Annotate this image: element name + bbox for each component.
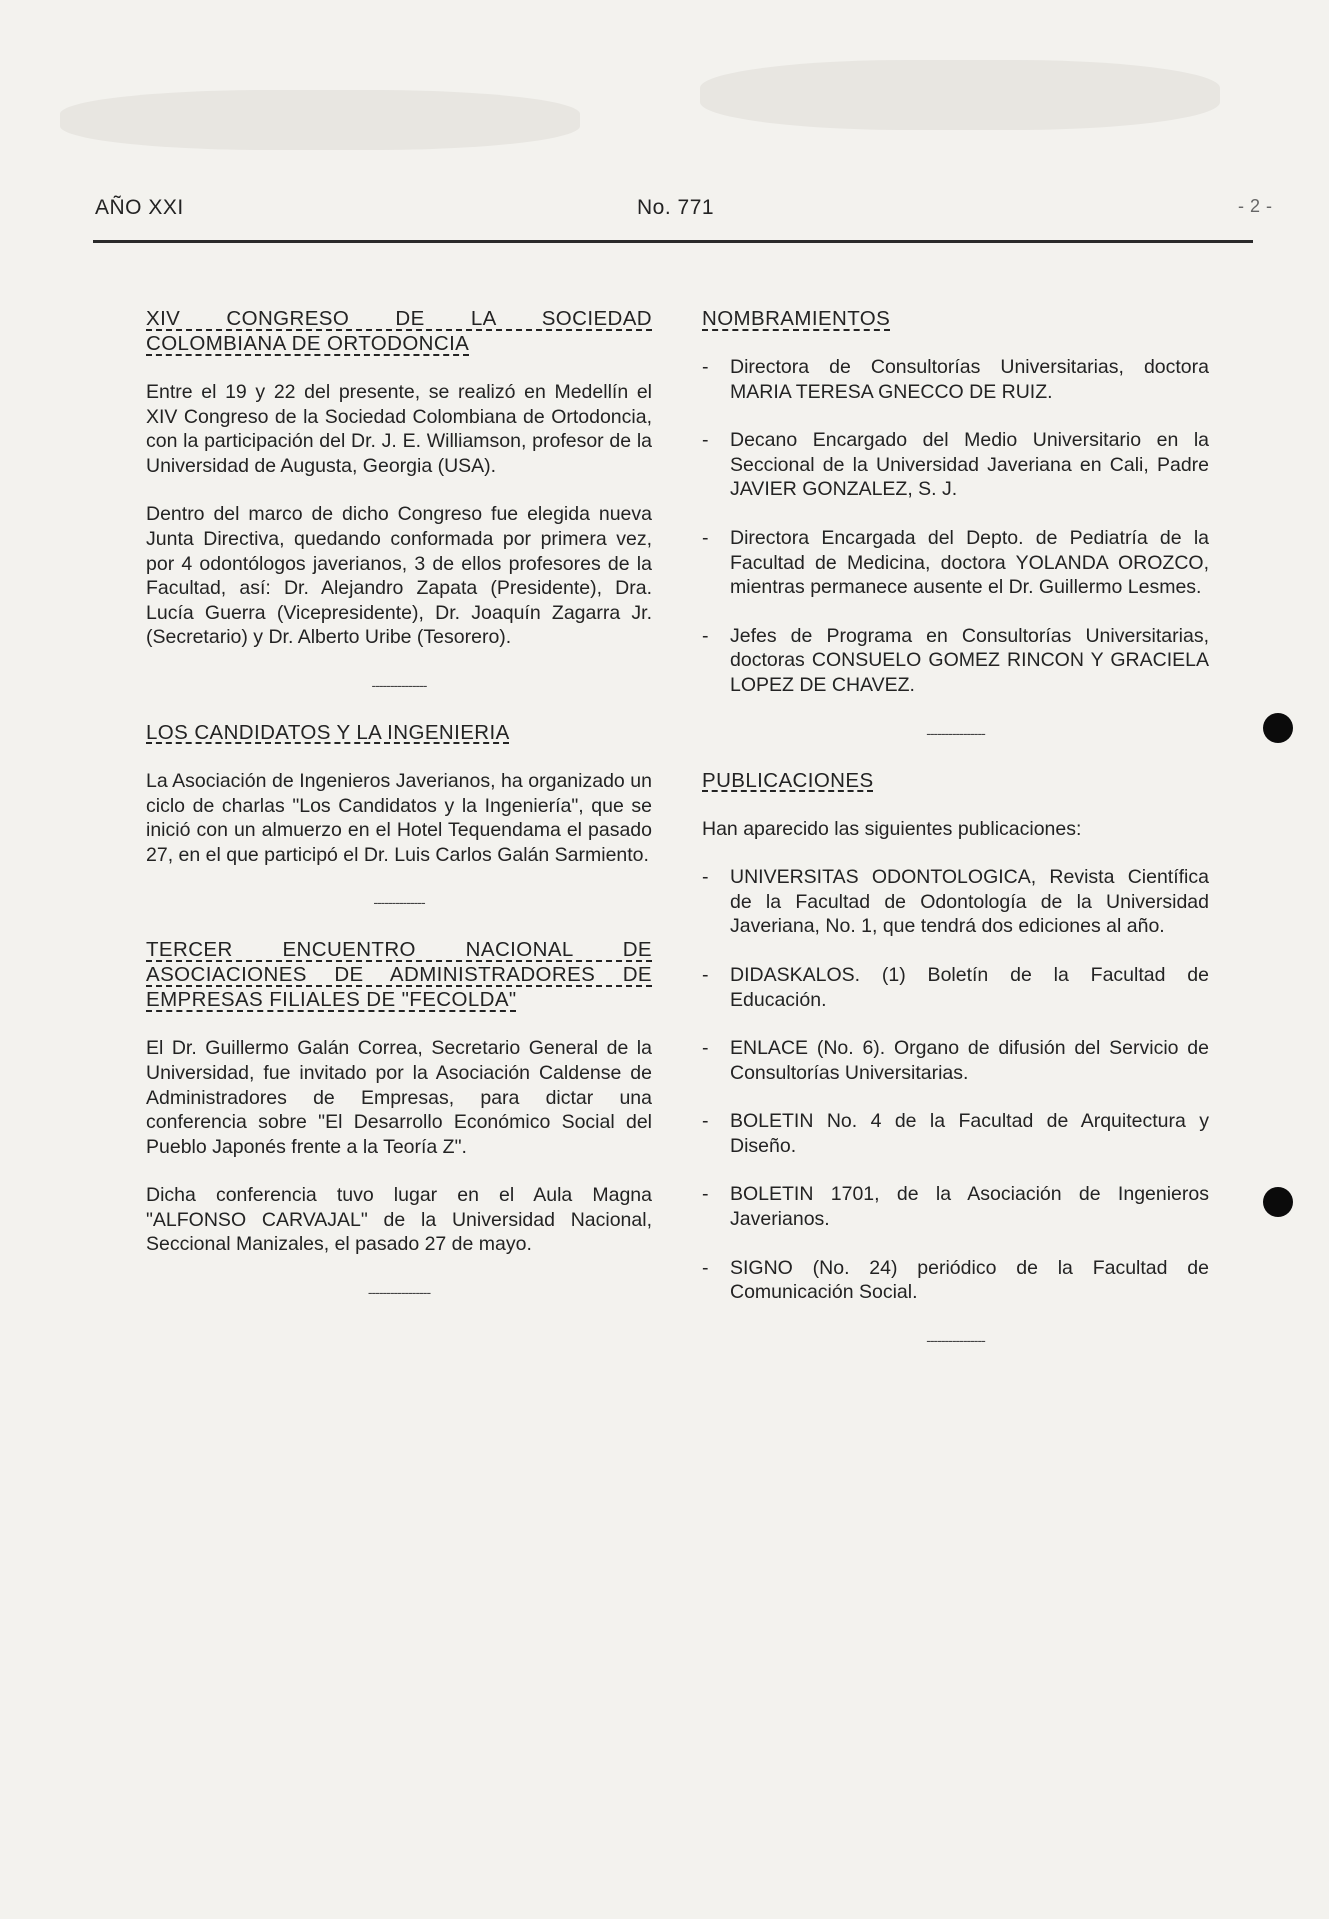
section-title: NOMBRAMIENTOS bbox=[702, 307, 891, 330]
list-item bbox=[702, 1109, 1209, 1158]
list-item bbox=[702, 526, 1209, 600]
list-item bbox=[702, 428, 1209, 502]
list-item-text: BOLETIN No. 4 de la Facultad de Arquitectura y Diseño. bbox=[730, 1110, 1209, 1157]
list-dash: - bbox=[702, 1110, 709, 1133]
list-item-text: DIDASKALOS. (1) Boletín de la Facultad de Educación. bbox=[730, 963, 1209, 1011]
list-dash: - bbox=[702, 526, 709, 549]
list-dash: - bbox=[702, 624, 709, 647]
header-year: AÑO XXI bbox=[95, 196, 184, 219]
list-dash: - bbox=[702, 429, 709, 452]
article-paragraph: Dentro del marco de dicho Congreso fue elegida nueva Junta Directiva, quedando conformada por primera vez, por 4 odontólogos javerianos, 3 de ellos profesores de la Facultad, así: Dr. Alejandro Zapata (Presidente), Dra. Lucía Guerra (Vicepresidente), Dr. Joaquín Zagarra Jr. (Secretario) y Dr. Alberto Uribe (Tesorero). bbox=[146, 503, 652, 649]
section-nombramientos bbox=[702, 306, 1209, 698]
list-item-text: Directora de Consultorías Universitarias, doctora MARIA TERESA GNECCO DE RUIZ. bbox=[730, 356, 1209, 403]
article-title-line: TERCER ENCUENTRO NACIONAL DE bbox=[146, 938, 652, 962]
article-paragraph: La Asociación de Ingenieros Javerianos, ha organizado un ciclo de charlas "Los Candidatos y la Ingeniería", que se inició con un almuerzo en el Hotel Tequendama el pasado 27, en el que participó el Dr. Luis Carlos Galán Sarmiento. bbox=[146, 769, 652, 866]
list-item bbox=[702, 1256, 1209, 1305]
section-publicaciones bbox=[702, 768, 1209, 1305]
list-item-text: SIGNO (No. 24) periódico de la Facultad de Comunicación Social. bbox=[730, 1256, 1209, 1304]
header-page-number: - 2 - bbox=[1238, 196, 1273, 216]
header-issue: No. 771 bbox=[637, 196, 715, 219]
list-dash: - bbox=[702, 356, 709, 378]
section-intro: Han aparecido las siguientes publicaciones: bbox=[702, 817, 1082, 840]
list-item bbox=[702, 624, 1209, 698]
list-dash: - bbox=[702, 1183, 709, 1206]
article-title-line: COLOMBIANA DE ORTODONCIA bbox=[146, 332, 470, 355]
left-column bbox=[146, 306, 652, 1303]
header-rule bbox=[93, 240, 1253, 243]
article-paragraph: El Dr. Guillermo Galán Correa, Secretario General de la Universidad, fue invitado por la Asociación Caldense de Administradores de Empresas, para dictar una conferencia sobre "El Desarrollo Económico Social del Pueblo Japonés frente a la Teoría Z". bbox=[146, 1037, 652, 1158]
list-item-text: ENLACE (No. 6). Organo de difusión del Servicio de Consultorías Universitarias. bbox=[730, 1037, 1209, 1084]
list-item bbox=[702, 865, 1209, 939]
article-congreso-ortodoncia bbox=[146, 306, 652, 650]
article-paragraph: Entre el 19 y 22 del presente, se realizó en Medellín el XIV Congreso de la Sociedad Colombiana de Ortodoncia, con la participación del Dr. J. E. Williamson, profesor de la Universidad de Augusta, Georgia (USA). bbox=[146, 381, 652, 477]
article-title-line: ASOCIACIONES DE ADMINISTRADORES DE bbox=[146, 963, 652, 987]
article-candidatos-ingenieria bbox=[146, 720, 652, 867]
paper-smudge bbox=[60, 90, 580, 150]
section-separator: ---------------- bbox=[926, 1331, 985, 1348]
right-column bbox=[702, 306, 1209, 1351]
publications-list bbox=[702, 865, 1209, 1305]
list-item-text: BOLETIN 1701, de la Asociación de Ingenieros Javerianos. bbox=[730, 1183, 1209, 1231]
article-title: LOS CANDIDATOS Y LA INGENIERIA bbox=[146, 720, 510, 744]
list-item-text: UNIVERSITAS ODONTOLOGICA, Revista Científica de la Facultad de Odontología de la Universidad Javeriana, No. 1, que tendrá dos ediciones al año. bbox=[730, 866, 1209, 938]
list-dash: - bbox=[702, 1037, 709, 1060]
article-title bbox=[146, 937, 652, 1012]
list-item bbox=[702, 1182, 1209, 1231]
article-title bbox=[146, 306, 652, 356]
section-separator: ----------------- bbox=[367, 1284, 431, 1301]
section-separator: --------------- bbox=[371, 676, 427, 693]
list-item-text: Decano Encargado del Medio Universitario en la Seccional de la Universidad Javeriana en Cali, Padre JAVIER GONZALEZ, S. J. bbox=[730, 429, 1209, 501]
article-title-line: XIV CONGRESO DE LA SOCIEDAD bbox=[146, 307, 652, 330]
list-item-text: Directora Encargada del Depto. de Pediatría de la Facultad de Medicina, doctora YOLANDA OROZCO, mientras permanece ausente el Dr. Guillermo Lesmes. bbox=[730, 526, 1209, 599]
section-separator: ---------------- bbox=[926, 724, 985, 741]
list-item bbox=[702, 963, 1209, 1012]
list-dash: - bbox=[702, 1256, 709, 1279]
paper-smudge bbox=[700, 60, 1220, 130]
appointments-list bbox=[702, 355, 1209, 698]
list-item-text: Jefes de Programa en Consultorías Universitarias, doctoras CONSUELO GOMEZ RINCON Y GRACIELA LOPEZ DE CHAVEZ. bbox=[730, 624, 1209, 696]
list-dash: - bbox=[702, 866, 709, 889]
punch-hole bbox=[1263, 1187, 1293, 1217]
list-item bbox=[702, 1036, 1209, 1085]
section-separator: -------------- bbox=[373, 894, 425, 911]
list-item bbox=[702, 355, 1209, 404]
article-paragraph: Dicha conferencia tuvo lugar en el Aula Magna "ALFONSO CARVAJAL" de la Universidad Nacional, Seccional Manizales, el pasado 27 de mayo. bbox=[146, 1184, 652, 1256]
list-dash: - bbox=[702, 963, 709, 986]
article-encuentro-fecolda bbox=[146, 937, 652, 1257]
section-title: PUBLICACIONES bbox=[702, 768, 874, 792]
article-title-line: EMPRESAS FILIALES DE "FECOLDA" bbox=[146, 988, 517, 1012]
punch-hole bbox=[1263, 713, 1293, 743]
